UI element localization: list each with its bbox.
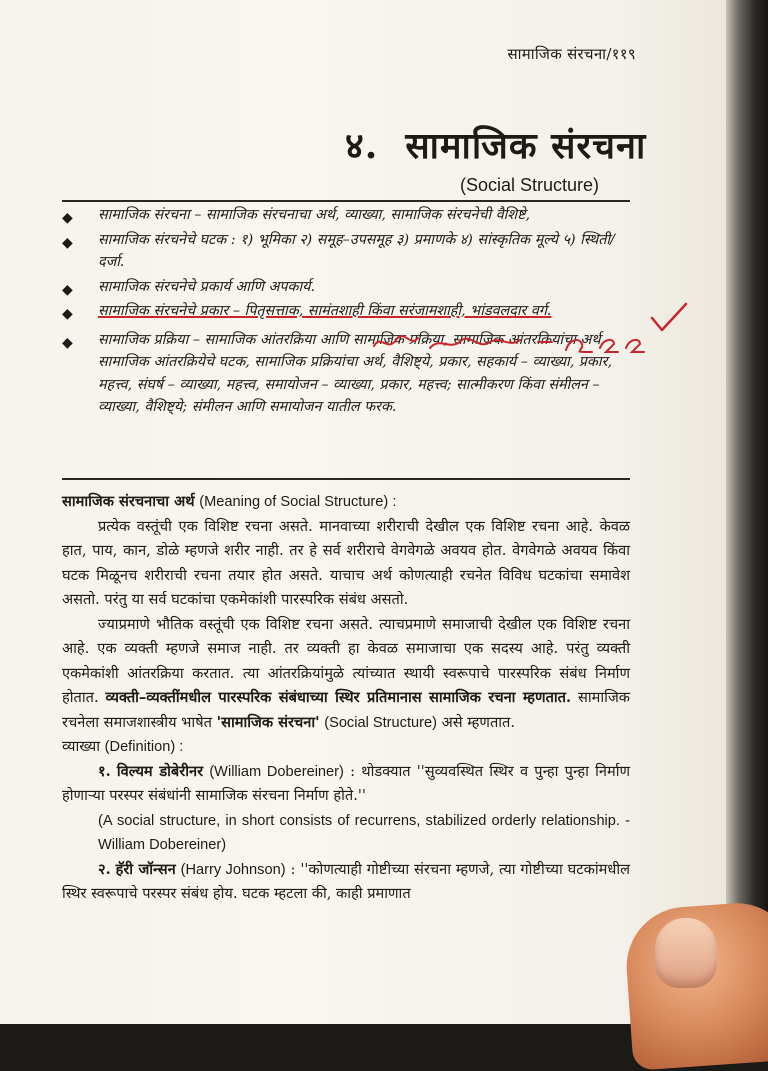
diamond-bullet-icon: ◆ bbox=[62, 234, 73, 251]
definition-item: १. विल्यम डोबेरीनर (William Dobereiner) : थोडक्यात ''सुव्यवस्थित स्थिर व पुन्हा पुन्हा निर्माण होणाऱ्या परस्पर संबंधांनी सामाजिक संरचना निर्माण होते.'' bbox=[62, 762, 631, 804]
thumbnail bbox=[655, 918, 717, 988]
syllabus-item: ◆ सामाजिक संरचना – सामाजिक संरचनाचा अर्थ, व्याख्या, सामाजिक संरचनेची वैशिष्टे, bbox=[62, 204, 628, 227]
paragraph: ज्याप्रमाणे भौतिक वस्तूंची एक विशिष्ट रचना असते. त्याचप्रमाणे समाजाची देखील एक विशिष्ट रचना आहे. एक व्यक्ती म्हणजे समाज नाही. तर व्यक्ती हा केवळ समाजाचा एक सदस्य आहे. परंतु व्यक्ती एकमेकांशी आंतरक्रिया करतात. त्या आंतरक्रियांमुळे त्यांच्यात स्थायी स्वरूपाचे पारस्परिक संबंध निर्माण होतात. व्यक्ती–व्यक्तींमधील पारस्परिक संबंधाच्या स्थिर प्रतिमानास सामाजिक रचना म्हणतात. सामाजिक रचनेला समाजशास्त्रीय भाषेत 'सामाजिक संरचना' (Social Structure) असे म्हणतात. bbox=[62, 615, 630, 731]
chapter-title-text: सामाजिक संरचना bbox=[405, 125, 647, 167]
definition-heading: व्याख्या (Definition) : bbox=[62, 738, 184, 755]
diamond-bullet-icon: ◆ bbox=[62, 306, 73, 322]
handwritten-note bbox=[370, 330, 660, 356]
red-checkmark-icon bbox=[648, 300, 690, 336]
handwriting-scribble bbox=[370, 330, 660, 356]
syllabus-item: ◆ सामाजिक संरचनेचे प्रकार्य आणि अपकार्य. bbox=[62, 276, 628, 299]
definition-english: (A social structure, in short consists of recurrens, stabilized orderly relationship. - William Dobereiner) bbox=[98, 812, 630, 853]
section-rule bbox=[62, 478, 630, 480]
paragraph: प्रत्येक वस्तूंची एक विशिष्ट रचना असते. मानवाच्या शरीराची देखील एक विशिष्ट रचना आहे. केवळ हात, पाय, कान, डोळे म्हणजे शरीर नाही. तर हे सर्व शरीराचे वेगवेगळे अवयव होत. वेगवेगळे अवयव किंवा घटक मिळूनच शरीराची रचना तयार होत असते. याचाच अर्थ कोणत्याही रचनेत विविध घटकांचा समावेश असतो. परंतु या सर्व घटकांचा एकमेकांशी पारस्परिक संबंध असतो. bbox=[62, 517, 630, 608]
page-edge-shadow bbox=[726, 0, 768, 1024]
diamond-bullet-icon: ◆ bbox=[62, 281, 73, 298]
definition-item: २. हॅरी जॉन्सन (Harry Johnson) : ''कोणत्याही गोष्टीच्या संरचना म्हणजे, त्या गोष्टीच्या घटकांमधील स्थिर स्वरूपाचे परस्पर संबंध होय. घटक म्हटला की, काही प्रमाणात bbox=[62, 860, 631, 902]
running-head: सामाजिक संरचना/११९ bbox=[507, 45, 636, 63]
syllabus-item: ◆ सामाजिक प्रक्रिया – सामाजिक आंतरक्रिया आणि सामाजिक प्रक्रिया, सामाजिक आंतरक्रियांचा अर्थ, सामाजिक आंतरक्रियेचे घटक, सामाजिक प्रक्रियांचा अर्थ, वैशिष्ट्ये, प्रकार, सहकार्य – व्याख्या, प्रकार, महत्त्व, संघर्ष – व्याख्या, महत्त्व, समायोजन – व्याख्या, प्रकार, महत्त्व; सात्मीकरण किंवा संमीलन – व्याख्या, वैशिष्ट्ये; संमीलन आणि समायोजन यातील फरक. bbox=[62, 331, 612, 415]
syllabus-list bbox=[62, 204, 628, 421]
top-rule bbox=[62, 200, 630, 202]
chapter-number: ४. bbox=[345, 125, 379, 167]
chapter-title bbox=[345, 120, 646, 169]
chapter-subtitle: (Social Structure) bbox=[460, 175, 600, 195]
syllabus-item bbox=[62, 300, 628, 323]
syllabus-item: ◆ सामाजिक संरचनेचे घटक : १) भूमिका २) समूह–उपसमूह ३) प्रमाणके ४) सांस्कृतिक मूल्ये ५) स्थिती/दर्जा. bbox=[62, 231, 615, 270]
section-heading: सामाजिक संरचनाचा अर्थ (Meaning of Social Structure) : bbox=[62, 493, 397, 510]
diamond-bullet-icon: ◆ bbox=[62, 210, 73, 226]
underlined-item-text: सामाजिक संरचनेचे प्रकार – पितृसत्ताक, सामंतशाही किंवा सरंजामशाही, भांडवलदार वर्ग. bbox=[98, 303, 552, 319]
diamond-bullet-icon: ◆ bbox=[62, 334, 73, 351]
body-text bbox=[62, 490, 630, 907]
